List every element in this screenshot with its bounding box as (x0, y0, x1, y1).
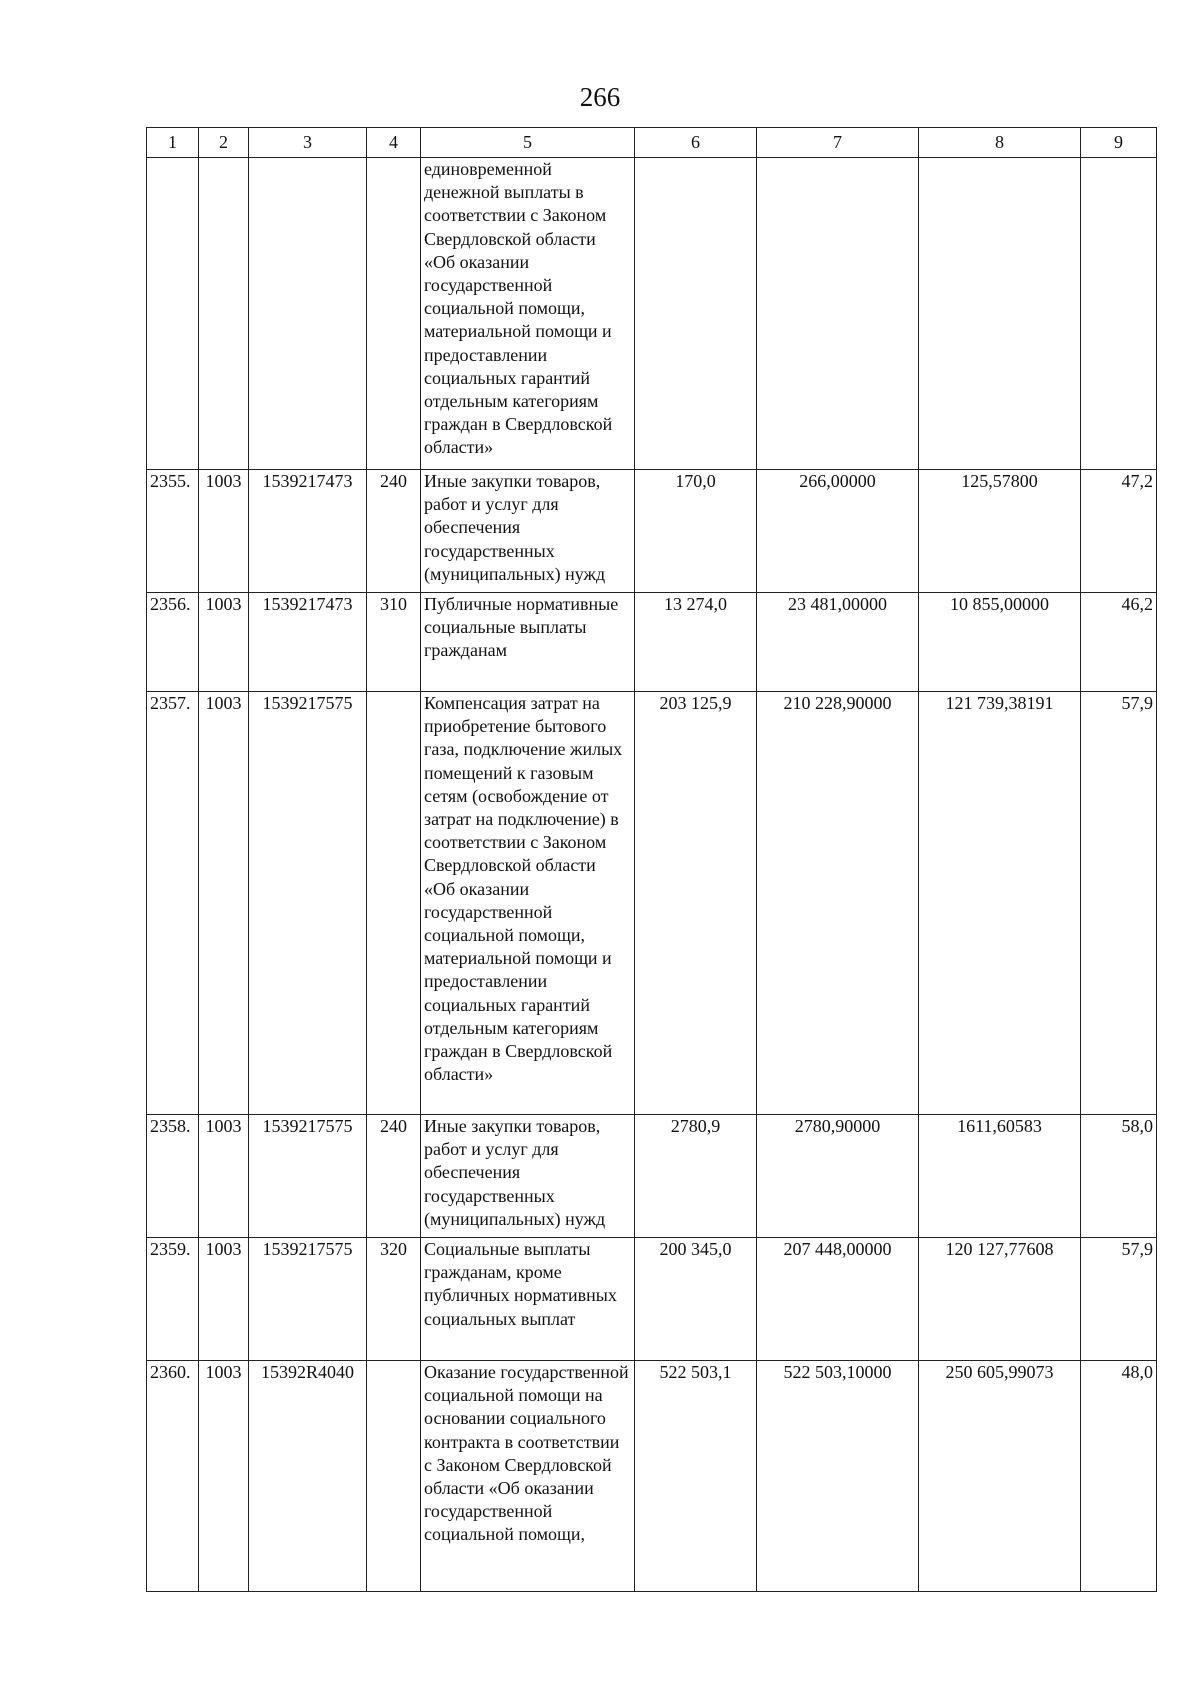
expense-type-code (367, 158, 421, 470)
execution-percent: 57,9 (1081, 692, 1157, 1115)
column-header: 5 (421, 128, 635, 158)
item-name: Иные закупки товаров, работ и услуг для обеспечения государственных (муниципальных) нужд (421, 470, 635, 593)
header-row (147, 128, 1157, 158)
column-header: 2 (199, 128, 249, 158)
expense-type-code (367, 692, 421, 1115)
executed-amount: 120 127,77608 (919, 1238, 1081, 1361)
executed-amount: 121 739,38191 (919, 692, 1081, 1115)
section-code (199, 158, 249, 470)
row-number: 2360. (147, 1361, 199, 1592)
target-article-code: 1539217473 (249, 593, 367, 692)
column-header: 6 (635, 128, 757, 158)
table-row (147, 470, 1157, 593)
row-number: 2357. (147, 692, 199, 1115)
target-article-code: 1539217473 (249, 470, 367, 593)
execution-percent: 47,2 (1081, 470, 1157, 593)
column-header: 3 (249, 128, 367, 158)
row-number: 2355. (147, 470, 199, 593)
approved-amount: 203 125,9 (635, 692, 757, 1115)
expense-type-code: 240 (367, 1115, 421, 1238)
table-row (147, 1361, 1157, 1592)
approved-amount: 170,0 (635, 470, 757, 593)
approved-amount: 2780,9 (635, 1115, 757, 1238)
refined-amount: 522 503,10000 (757, 1361, 919, 1592)
column-header: 4 (367, 128, 421, 158)
executed-amount: 250 605,99073 (919, 1361, 1081, 1592)
approved-amount (635, 158, 757, 470)
target-article-code (249, 158, 367, 470)
budget-table (146, 127, 1157, 1592)
executed-amount: 10 855,00000 (919, 593, 1081, 692)
column-header: 1 (147, 128, 199, 158)
target-article-code: 1539217575 (249, 692, 367, 1115)
expense-type-code: 240 (367, 470, 421, 593)
column-header: 8 (919, 128, 1081, 158)
section-code: 1003 (199, 470, 249, 593)
row-number: 2359. (147, 1238, 199, 1361)
executed-amount (919, 158, 1081, 470)
row-number: 2356. (147, 593, 199, 692)
item-name: единовременной денежной выплаты в соответствии с Законом Свердловской области «Об оказании государственной социальной помощи, материальной помощи и предоставлении социальных гарантий отдельным категориям граждан в Свердловской области» (421, 158, 635, 470)
table-row (147, 158, 1157, 470)
expense-type-code: 310 (367, 593, 421, 692)
section-code: 1003 (199, 1361, 249, 1592)
execution-percent: 48,0 (1081, 1361, 1157, 1592)
table-row (147, 593, 1157, 692)
execution-percent: 58,0 (1081, 1115, 1157, 1238)
page-number: 266 (579, 82, 621, 112)
refined-amount: 23 481,00000 (757, 593, 919, 692)
table-row (147, 692, 1157, 1115)
refined-amount: 266,00000 (757, 470, 919, 593)
item-name: Иные закупки товаров, работ и услуг для обеспечения государственных (муниципальных) нужд (421, 1115, 635, 1238)
execution-percent: 46,2 (1081, 593, 1157, 692)
execution-percent (1081, 158, 1157, 470)
approved-amount: 522 503,1 (635, 1361, 757, 1592)
section-code: 1003 (199, 1115, 249, 1238)
target-article-code: 15392R4040 (249, 1361, 367, 1592)
section-code: 1003 (199, 593, 249, 692)
row-number (147, 158, 199, 470)
section-code: 1003 (199, 1238, 249, 1361)
executed-amount: 1611,60583 (919, 1115, 1081, 1238)
approved-amount: 200 345,0 (635, 1238, 757, 1361)
refined-amount: 210 228,90000 (757, 692, 919, 1115)
item-name: Публичные нормативные социальные выплаты гражданам (421, 593, 635, 692)
column-header: 9 (1081, 128, 1157, 158)
item-name: Оказание государственной социальной помощи на основании социального контракта в соответствии с Законом Свердловской области «Об оказании государственной социальной помощи, (421, 1361, 635, 1592)
expense-type-code (367, 1361, 421, 1592)
refined-amount: 207 448,00000 (757, 1238, 919, 1361)
column-header: 7 (757, 128, 919, 158)
table-row (147, 1238, 1157, 1361)
section-code: 1003 (199, 692, 249, 1115)
item-name: Компенсация затрат на приобретение бытового газа, подключение жилых помещений к газовым сетям (освобождение от затрат на подключение) в соответствии с Законом Свердловской области «Об оказании государственной социальной помощи, материальной помощи и предоставлении социальных гарантий отдельным категориям граждан в Свердловской области» (421, 692, 635, 1115)
table-row (147, 1115, 1157, 1238)
execution-percent: 57,9 (1081, 1238, 1157, 1361)
row-number: 2358. (147, 1115, 199, 1238)
approved-amount: 13 274,0 (635, 593, 757, 692)
refined-amount: 2780,90000 (757, 1115, 919, 1238)
refined-amount (757, 158, 919, 470)
expense-type-code: 320 (367, 1238, 421, 1361)
executed-amount: 125,57800 (919, 470, 1081, 593)
target-article-code: 1539217575 (249, 1238, 367, 1361)
item-name: Социальные выплаты гражданам, кроме публичных нормативных социальных выплат (421, 1238, 635, 1361)
target-article-code: 1539217575 (249, 1115, 367, 1238)
